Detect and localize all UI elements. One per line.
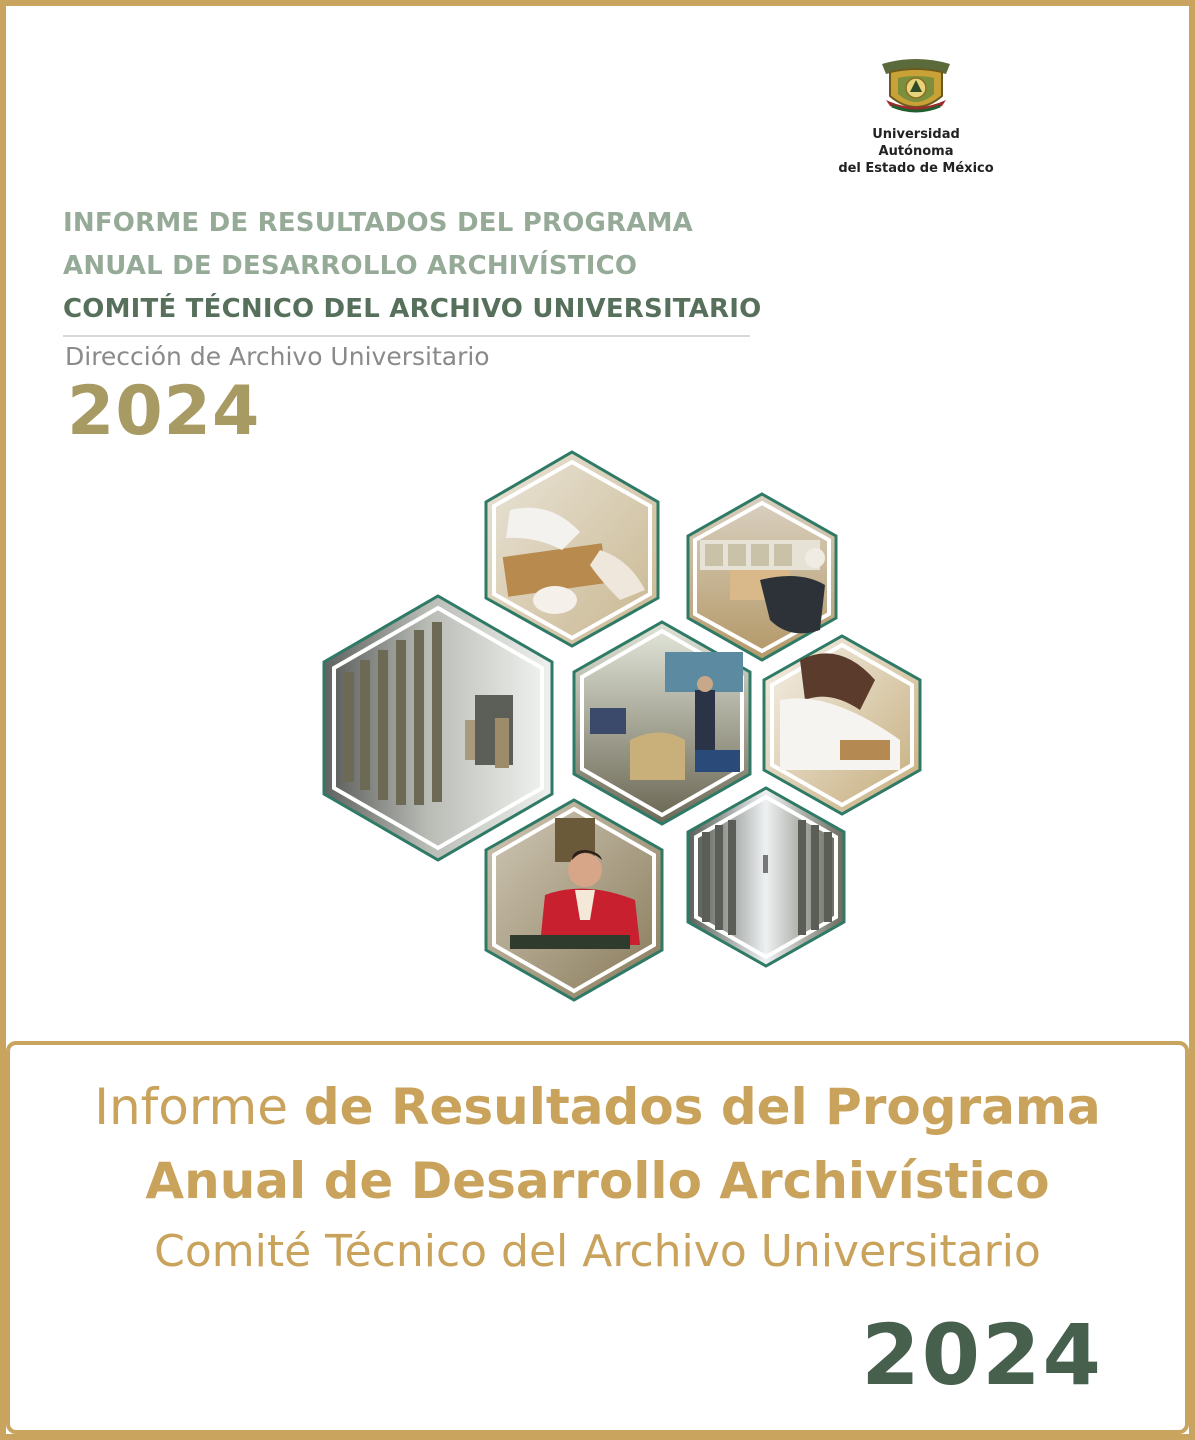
footer-title-line1	[0, 1078, 1195, 1136]
logo-text-line2: del Estado de México	[838, 161, 994, 176]
hex-photo-reader	[486, 800, 662, 1000]
logo-text-line1: Universidad Autónoma	[872, 127, 960, 159]
header-year: 2024	[67, 372, 261, 451]
university-crest-icon	[876, 52, 956, 122]
header-title-line2: ANUAL DE DESARROLLO ARCHIVÍSTICO	[63, 251, 638, 281]
hex-photo-lab	[764, 636, 920, 814]
hex-photo-aisle	[688, 788, 844, 966]
header-subtitle: Dirección de Archivo Universitario	[65, 342, 490, 371]
header-committee: COMITÉ TÉCNICO DEL ARCHIVO UNIVERSITARIO	[63, 294, 762, 324]
header-divider	[63, 335, 750, 337]
hex-photo-restoration	[486, 452, 658, 646]
footer-committee: Comité Técnico del Archivo Universitario	[154, 1226, 1041, 1277]
university-logo	[836, 52, 996, 177]
footer-year: 2024	[861, 1306, 1103, 1404]
hex-photo-stacks	[324, 596, 552, 860]
hex-photo-classroom	[574, 622, 750, 824]
footer-title-line1-light: Informe	[94, 1078, 304, 1136]
footer-title-line1-bold: de Resultados del Programa	[303, 1078, 1101, 1136]
hex-photo-boxes	[688, 494, 836, 660]
header-title-line1: INFORME DE RESULTADOS DEL PROGRAMA	[63, 208, 694, 238]
footer-title-line2: Anual de Desarrollo Archivístico	[145, 1152, 1050, 1210]
photo-collage	[300, 440, 940, 1020]
